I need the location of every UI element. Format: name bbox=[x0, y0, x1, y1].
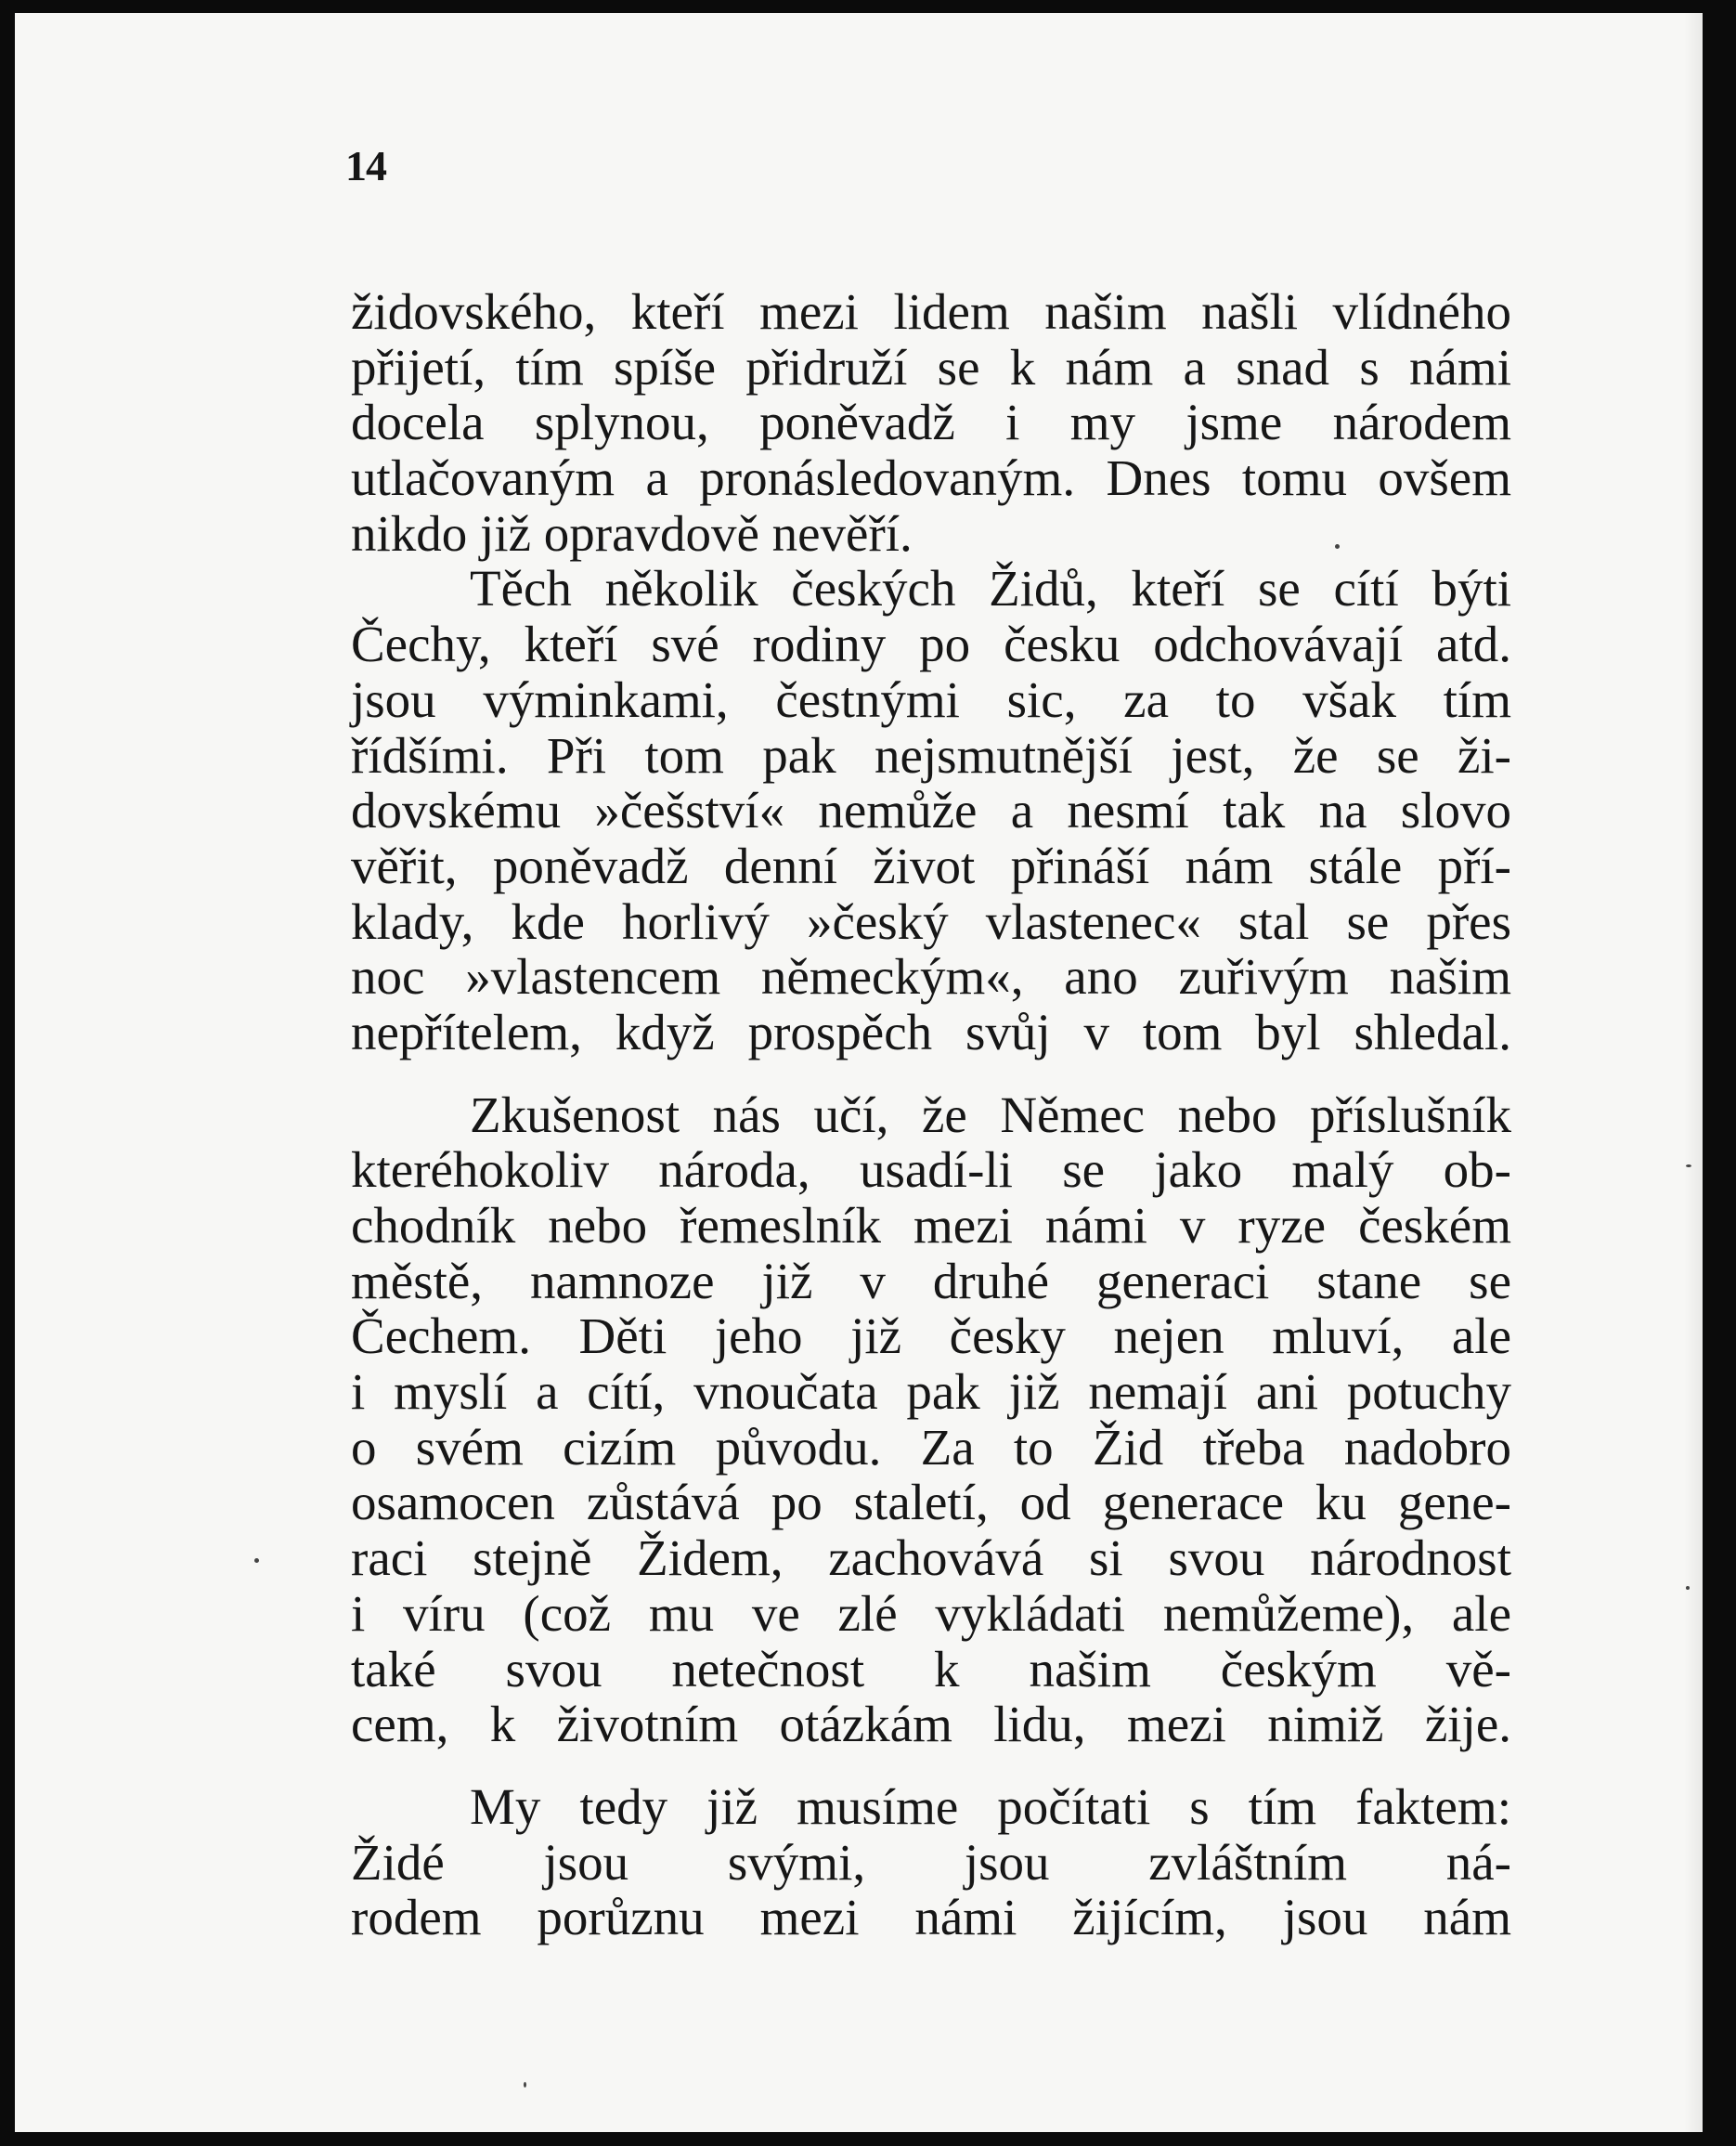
text-line: přijetí, tím spíše přidruží se k nám a snad s námi bbox=[351, 338, 1511, 396]
text-line: řídšími. Při tom pak nejsmutnější jest, že se ži- bbox=[351, 726, 1511, 784]
scan-speck bbox=[1335, 544, 1340, 549]
text-line: utlačovaným a pronásledovaným. Dnes tomu ovšem bbox=[351, 449, 1511, 507]
text-line: dovskému »češství« nemůže a nesmí tak na slovo bbox=[351, 782, 1511, 839]
text-line: o svém cizím původu. Za to Žid třeba nadobro bbox=[351, 1418, 1511, 1476]
text-line: rodem porůznu mezi námi žijícím, jsou nám bbox=[351, 1889, 1511, 1946]
text-line: Zkušenost nás učí, že Němec nebo příslušník bbox=[470, 1086, 1511, 1143]
text-line: Čechy, kteří své rodiny po česku odchovávají atd. bbox=[351, 616, 1511, 673]
page-number: 14 bbox=[345, 142, 386, 189]
text-line: chodník nebo řemeslník mezi námi v ryze českém bbox=[351, 1197, 1511, 1254]
text-line: Čechem. Děti jeho již česky nejen mluví, ale bbox=[351, 1307, 1511, 1365]
text-line: Těch několik českých Židů, kteří se cítí býti bbox=[470, 560, 1511, 618]
page-edge-shadow bbox=[1684, 13, 1703, 2132]
scan-speck bbox=[254, 1558, 259, 1563]
text-line: jsou výminkami, čestnými sic, za to však tím bbox=[351, 670, 1511, 728]
text-line: židovského, kteří mezi lidem našim našli vlídného bbox=[351, 283, 1511, 340]
scan-speck bbox=[1686, 1586, 1690, 1590]
text-line: osamocen zůstává po staletí, od generace ku gene- bbox=[351, 1474, 1511, 1531]
book-page bbox=[15, 13, 1703, 2132]
scan-speck bbox=[1686, 1164, 1691, 1167]
body-text bbox=[351, 284, 1511, 1945]
text-line: i víru (což mu ve zlé vykládati nemůžeme), ale bbox=[351, 1584, 1511, 1642]
text-line: raci stejně Židem, zachovává si svou národnost bbox=[351, 1529, 1511, 1587]
paragraph-4 bbox=[351, 1779, 1511, 1945]
paragraph-gap bbox=[351, 1752, 1511, 1779]
paragraph-1 bbox=[351, 284, 1511, 561]
text-line: klady, kde horlivý »český vlastenec« stal se přes bbox=[351, 892, 1511, 950]
text-line: věřit, poněvadž denní život přináší nám stále pří- bbox=[351, 837, 1511, 894]
text-line: Židé jsou svými, jsou zvláštním ná- bbox=[351, 1833, 1511, 1891]
paragraph-2 bbox=[351, 561, 1511, 1060]
text-line: kteréhokoliv národa, usadí-li se jako malý ob- bbox=[351, 1141, 1511, 1199]
text-line: i myslí a cítí, vnoučata pak již nemají ani potuchy bbox=[351, 1363, 1511, 1421]
text-line: docela splynou, poněvadž i my jsme národem bbox=[351, 394, 1511, 451]
text-line: městě, namnoze již v druhé generaci stane se bbox=[351, 1252, 1511, 1309]
paragraph-3 bbox=[351, 1087, 1511, 1752]
text-line: My tedy již musíme počítati s tím faktem: bbox=[470, 1777, 1511, 1835]
text-line: cem, k životním otázkám lidu, mezi nimiž žije. bbox=[351, 1696, 1511, 1753]
scan-speck bbox=[524, 2082, 526, 2087]
paragraph-gap bbox=[351, 1060, 1511, 1087]
text-line: nepřítelem, když prospěch svůj v tom byl shledal. bbox=[351, 1003, 1511, 1060]
text-line: také svou netečnost k našim českým vě- bbox=[351, 1640, 1511, 1697]
text-line: nikdo již opravdově nevěří. bbox=[351, 504, 913, 562]
text-line: noc »vlastencem německým«, ano zuřivým našim bbox=[351, 948, 1511, 1006]
